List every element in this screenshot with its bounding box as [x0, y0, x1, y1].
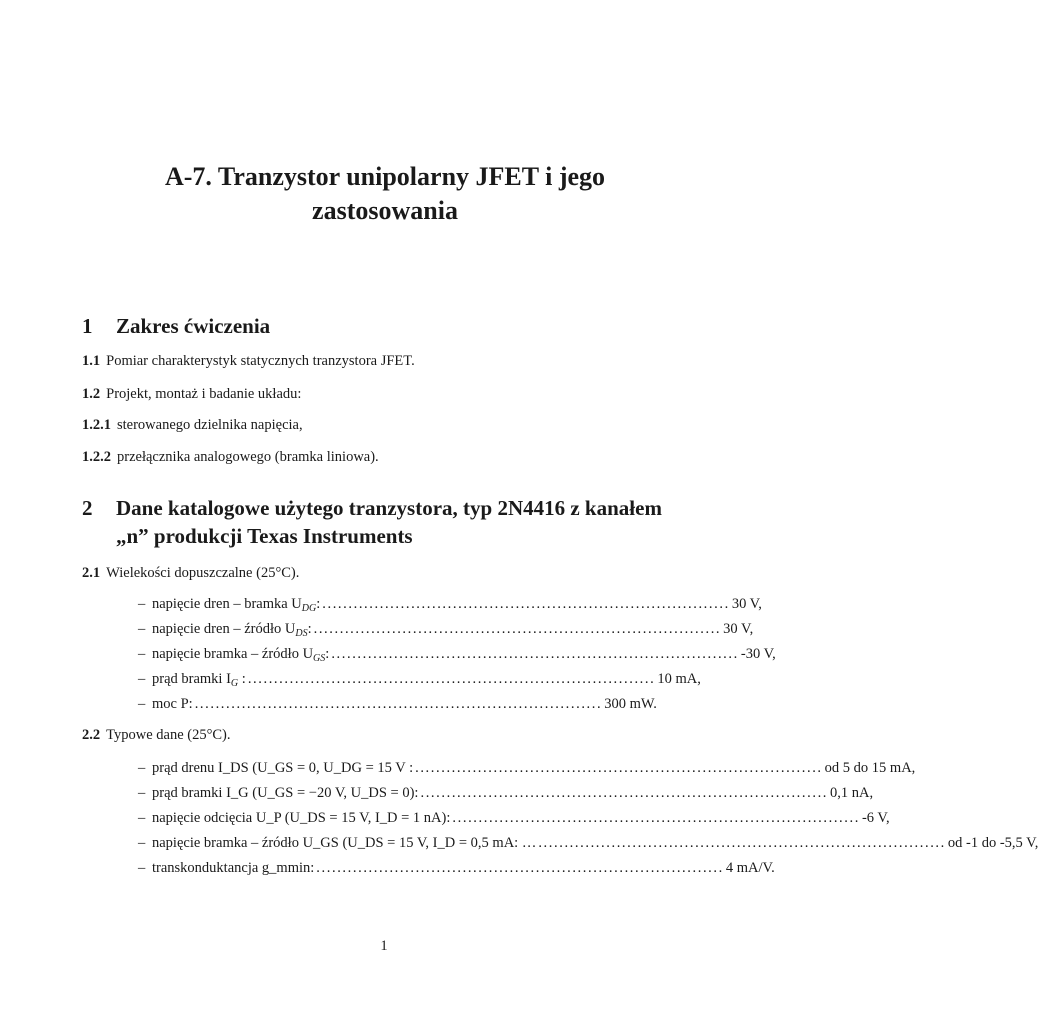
spec-label: moc P: — [152, 696, 193, 712]
spec-value: 300 mW. — [604, 696, 657, 712]
spec-value: 30 V, — [731, 596, 762, 612]
spec-value: -30 V, — [740, 646, 776, 662]
spec-label: prąd bramki $I_G$ : — [152, 671, 246, 689]
spec-label: prąd bramki I_G (U_GS = −20 V, U_DS = 0): — [152, 785, 419, 801]
list-item — [82, 352, 415, 370]
spec-item: – napięcie bramka – źródło U_GS (U_DS = 15 V, I_D = 0,5 mA: … .............................................................................. od -1 do -5,5 V, — [138, 835, 1038, 851]
spec-item: – prąd drenu I_DS (U_GS = 0, U_DG = 15 V : .............................................................................. od 5 do 15 mA, — [138, 760, 916, 776]
spec-item: – napięcie bramka – źródło $U_{GS}$: .............................................................................. -30 V, — [138, 646, 776, 664]
section-2-heading — [82, 494, 722, 550]
spec-item: – prąd bramki $I_G$ : .............................................................................. 10 mA, — [138, 671, 701, 689]
section-title-line-2: „n” produkcji Texas Instruments — [116, 524, 413, 548]
subsection-2-2 — [82, 726, 231, 744]
spec-value: 0,1 nA, — [830, 785, 874, 801]
spec-label: napięcie dren – bramka $U_{DG}$: — [152, 596, 321, 614]
spec-label: napięcie bramka – źródło U_GS (U_DS = 15 V, I_D = 0,5 mA: … — [152, 835, 537, 851]
spec-value: 30 V, — [723, 621, 754, 637]
list-item — [82, 448, 379, 466]
spec-item: – napięcie odcięcia U_P (U_DS = 15 V, I_D = 1 nA): .............................................................................. -6 V, — [138, 810, 890, 826]
item-number: 1.1 — [82, 353, 101, 369]
page-number: 1 — [380, 938, 388, 954]
section-title: Zakres ćwiczenia — [116, 314, 271, 338]
item-text: Typowe dane (25°C). — [106, 727, 231, 743]
section-title-line-1: Dane katalogowe użytego tranzystora, typ 2N4416 z kanałem — [116, 496, 662, 520]
spec-item: – napięcie dren – źródło $U_{DS}$: .............................................................................. 30 V, — [138, 621, 754, 639]
spec-value: 10 mA, — [657, 671, 701, 687]
item-text: Pomiar charakterystyk statycznych tranzystora JFET. — [106, 353, 415, 369]
item-text: sterowanego dzielnika napięcia, — [117, 417, 303, 433]
spec-item: – moc P: .............................................................................. 300 mW. — [138, 696, 657, 712]
item-number: 1.2 — [82, 386, 101, 402]
document-title: A-7. Tranzystor unipolarny JFET i jego zastosowania — [164, 162, 606, 225]
spec-value: -6 V, — [861, 810, 890, 826]
item-number: 2.2 — [82, 727, 101, 743]
item-number: 2.1 — [82, 565, 101, 581]
spec-value: 4 mA/V. — [725, 860, 775, 876]
spec-item: – napięcie dren – bramka $U_{DG}$: .............................................................................. 30 V, — [138, 596, 762, 614]
spec-label: transkonduktancja g_mmin: — [152, 860, 315, 876]
item-text: przełącznika analogowego (bramka liniowa). — [117, 449, 379, 465]
item-text: Wielekości dopuszczalne (25°C). — [106, 565, 300, 581]
section-1-heading — [82, 312, 722, 340]
spec-label: prąd drenu I_DS (U_GS = 0, U_DG = 15 V : — [152, 760, 414, 776]
item-number: 1.2.2 — [82, 449, 111, 465]
item-number: 1.2.1 — [82, 417, 111, 433]
section-number: 1 — [82, 314, 93, 338]
list-item — [82, 416, 303, 434]
list-item — [82, 385, 301, 403]
spec-value: od 5 do 15 mA, — [824, 760, 916, 776]
spec-value: od -1 do -5,5 V, — [947, 835, 1038, 851]
spec-label: napięcie bramka – źródło $U_{GS}$: — [152, 646, 330, 664]
spec-item: – prąd bramki I_G (U_GS = −20 V, U_DS = 0): .............................................................................. 0,1 nA, — [138, 785, 874, 801]
spec-label: napięcie odcięcia U_P (U_DS = 15 V, I_D = 1 nA): — [152, 810, 451, 826]
spec-label: napięcie dren – źródło $U_{DS}$: — [152, 621, 312, 639]
item-text: Projekt, montaż i badanie układu: — [106, 386, 302, 402]
spec-item: – transkonduktancja g_mmin: .............................................................................. 4 mA/V. — [138, 860, 775, 876]
section-number: 2 — [82, 496, 93, 520]
subsection-2-1 — [82, 564, 299, 582]
